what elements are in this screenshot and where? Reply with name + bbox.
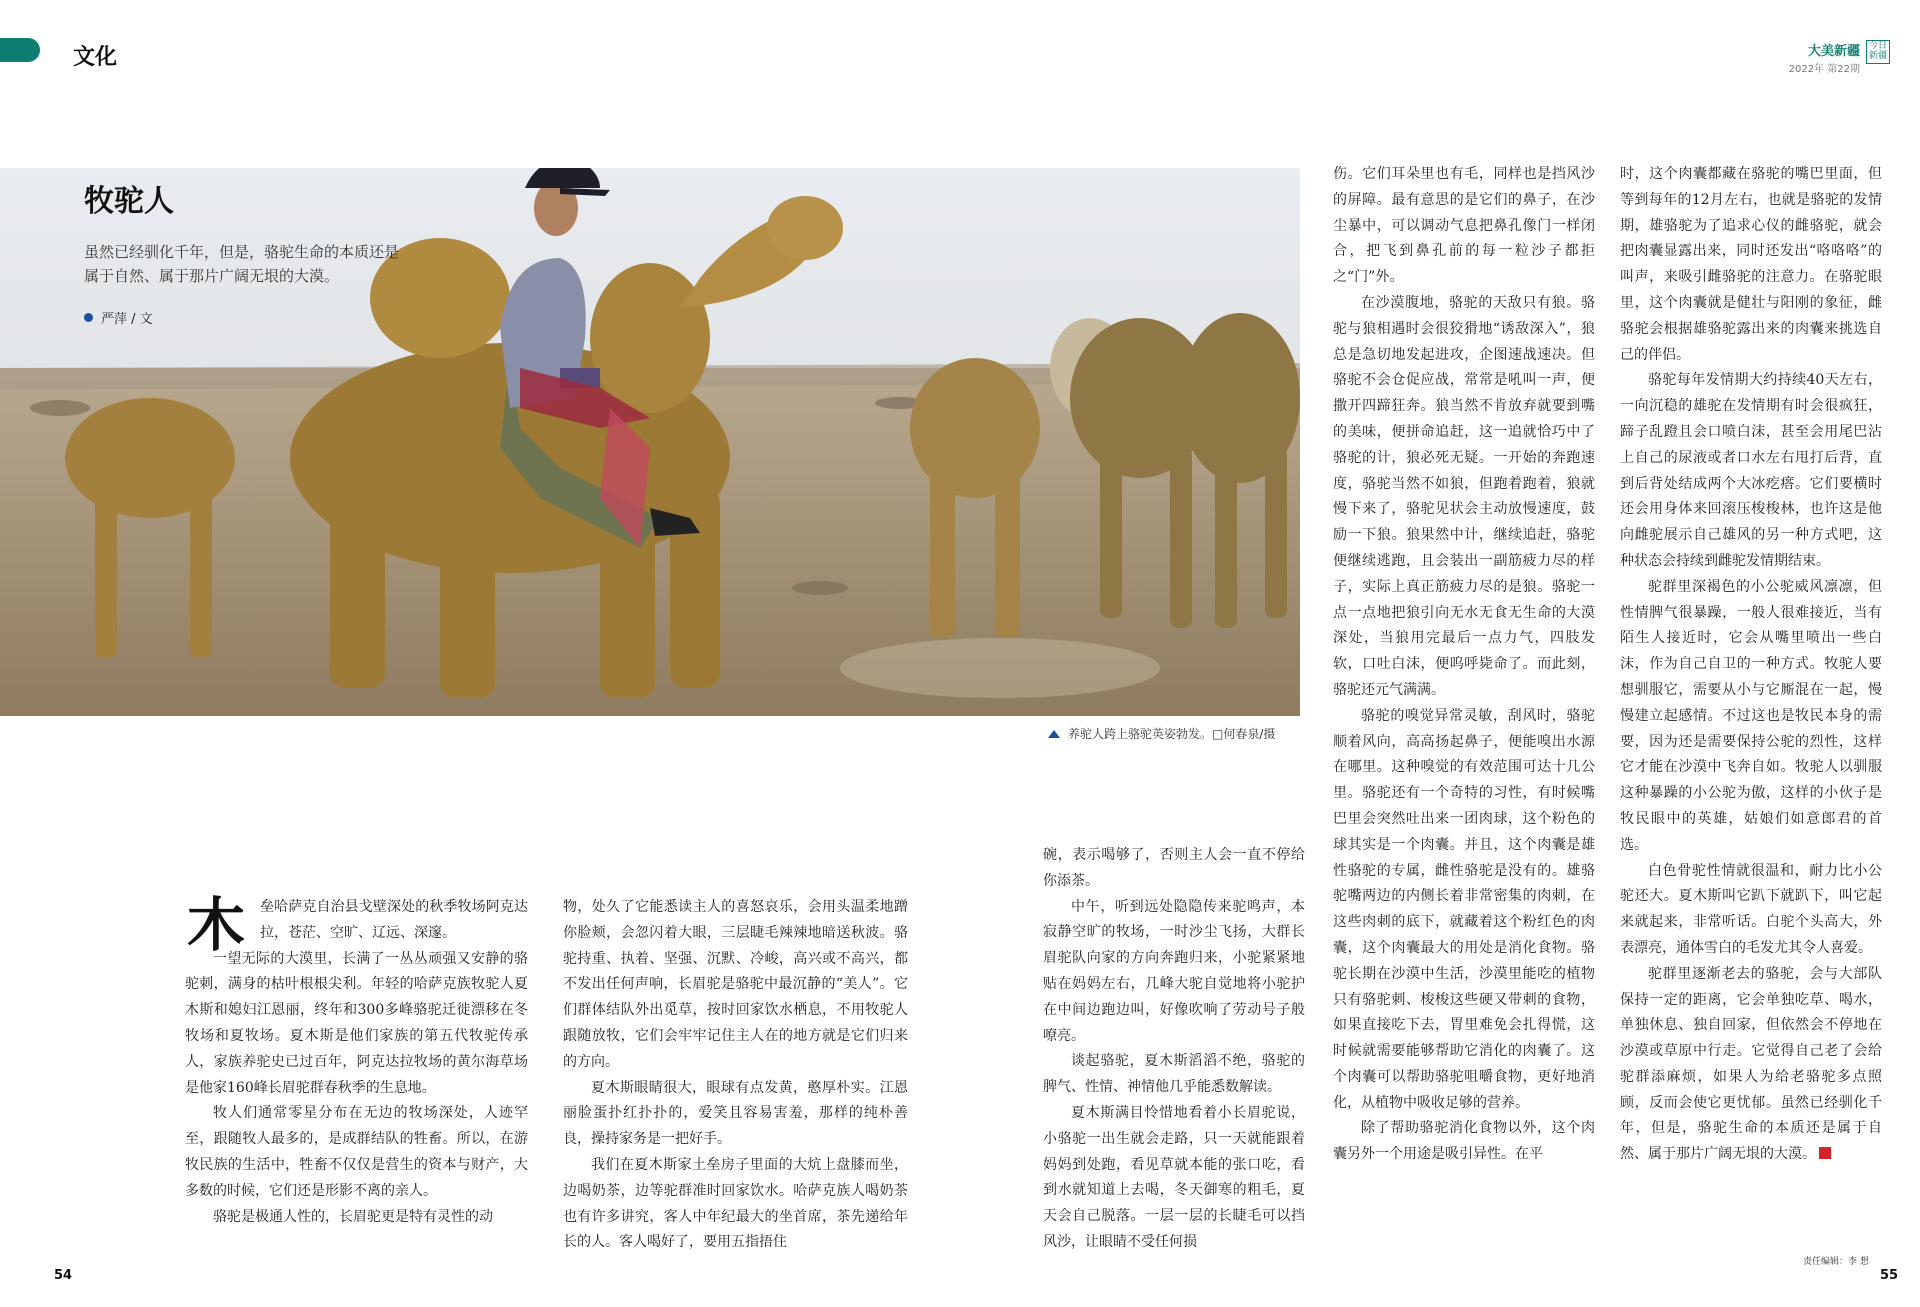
- paragraph: 驼群里深褐色的小公驼威风凛凛，但性情脾气很暴躁，一般人很难接近，当有陌生人接近时，它会从嘴里喷出一些白沫，作为自己自卫的一种方式。牧驼人要想驯服它，需要从小与它厮混在一起，慢慢建立起感情。不过这也是牧民本身的需要，因为还是需要保持公驼的烈性，这样它才能在沙漠中飞奔自如。牧驼人以驯服这种暴躁的小公驼为傲，这样的小伙子是牧民眼中的英雄，姑娘们如意郎君的首选。: [1620, 578, 1882, 853]
- paragraph: 谈起骆驼，夏木斯滔滔不绝，骆驼的脾气、性情、神情他几乎能悉数解读。: [1043, 1053, 1305, 1096]
- paragraph: 时，这个肉囊都藏在骆驼的嘴巴里面，但等到每年的12月左右，也就是骆驼的发情期，雄骆驼为了追求心仪的雌骆驼，就会把肉囊显露出来，同时还发出“咯咯咯”的叫声，来吸引雌骆驼的注意力。在骆驼眼里，这个肉囊就是健壮与阳刚的象征，雌骆驼会根据雄骆驼露出来的肉囊来挑选自己的伴侣。: [1620, 166, 1882, 363]
- photo-caption: [1048, 725, 1275, 742]
- byline: [84, 308, 153, 327]
- page-number-left: 54: [54, 1268, 73, 1283]
- paragraph: 物，处久了它能悉读主人的喜怒哀乐，会用头温柔地蹭你脸颊，会忽闪着大眼，三层睫毛辣辣地暗送秋波。骆驼持重、执着、坚强、沉默、冷峻，高兴或不高兴，都不发出任何声响，长眉驼是骆驼中最沉静的“美人”。它们群体结队外出觅草，按时回家饮水栖息，不用牧驼人跟随放牧，它们会牢牢记住主人在的地方就是它们归来的方向。: [563, 899, 908, 1070]
- text-column-4: [1333, 162, 1595, 1168]
- byline-author: 严萍 / 文: [101, 312, 153, 327]
- paragraph: 夏木斯满目怜惜地看着小长眉驼说，小骆驼一出生就会走路，只一天就能跟着妈妈到处跑，看见草就本能的张口吃，看到水就知道上去喝，冬天御寒的粗毛，夏天会自己脱落。一层一层的长睫毛可以挡风沙，让眼睛不受任何损: [1043, 1104, 1305, 1250]
- paragraph: 牧人们通常零星分布在无边的牧场深处，人迹罕至，跟随牧人最多的，是成群结队的牲畜。所以，在游牧民族的生活中，牲畜不仅仅是营生的资本与财产，大多数的时候，它们还是形影不离的亲人。: [185, 1105, 528, 1199]
- paragraph: 骆驼是极通人性的，长眉驼更是特有灵性的动: [213, 1208, 493, 1225]
- paragraph: 一望无际的大漠里，长满了一丛丛顽强又安静的骆驼刺，满身的枯叶根根尖利。年轻的哈萨克族牧驼人夏木斯和媳妇江恩丽，终年和300多峰骆驼迁徙漂移在冬牧场和夏牧场。夏木斯是他们家族的第五代牧驼传承人，家族养驼史已过百年，阿克达拉牧场的黄尔海草场是他家160峰长眉驼群春秋季的生息地。: [185, 950, 528, 1096]
- paragraph: 白色骨驼性情就很温和，耐力比小公驼还大。夏木斯叫它趴下就趴下，叫它起来就起来，非常听话。白驼个头高大，外表漂亮，通体雪白的毛发尤其令人喜爱。: [1620, 862, 1882, 956]
- paragraph: 除了帮助骆驼消化食物以外，这个肉囊另外一个用途是吸引异性。在平: [1333, 1120, 1595, 1163]
- paragraph: 垒哈萨克自治县戈壁深处的秋季牧场阿克达拉，苍茫、空旷、辽远、深邃。: [260, 899, 528, 941]
- paragraph: 在沙漠腹地，骆驼的天敌只有狼。骆驼与狼相遇时会很狡猾地“诱敌深入”，狼总是急切地发起进攻，企图速战速决。但骆驼不会仓促应战，常常是吼叫一声，便撒开四蹄狂奔。狼当然不肯放弃就要到嘴的美味，便拼命追赶，这一追就恰巧中了骆驼的计，狼必死无疑。一开始的奔跑速度，骆驼当然不如狼，但跑着跑着，狼就慢下来了，骆驼见状会主动放慢速度，鼓励一下狼。狼果然中计，继续追赶，骆驼便继续逃跑，且会装出一副筋疲力尽的样子，实际上真正筋疲力尽的是狼。骆驼一点一点地把狼引向无水无食无生命的大漠深处，当狼用完最后一点力气，四肢发软，口吐白沫，便呜呼毙命了。而此刻，骆驼还元气满满。: [1333, 294, 1595, 698]
- paragraph: 骆驼每年发情期大约持续40天左右，一向沉稳的雄驼在发情期有时会很疯狂，蹄子乱蹬且会口喷白沫，甚至会用尾巴沾上自己的尿液或者口水左右甩打后背，直到后背处结成两个大冰疙瘩。它们要横时还会用身体来回滚压梭梭林，也许这是他向雌驼展示自己雄风的另一种方式吧，这种状态会持续到雌驼发情期结束。: [1620, 372, 1882, 569]
- paragraph-last: [1620, 962, 1882, 1168]
- paragraph: 中午，听到远处隐隐传来驼鸣声，本寂静空旷的牧场，一时沙尘飞扬，大群长眉驼队向家的方向奔跑归来，小驼紧紧地贴在妈妈左右，几峰大驼自觉地将小驼护在中间边跑边叫，好像吹响了劳动号子般嘹亮。: [1043, 898, 1305, 1044]
- responsible-editor: 责任编辑：李 想: [1803, 1257, 1869, 1267]
- paragraph: 夏木斯眼睛很大，眼球有点发黄，憨厚朴实。江恩丽脸蛋扑红扑扑的，爱笑且容易害羞，那样的纯朴善良，操持家务是一把好手。: [563, 1079, 908, 1148]
- drop-cap: 木: [187, 891, 246, 959]
- paragraph-last-text: 驼群里逐渐老去的骆驼，会与大部队保持一定的距离，它会单独吃草、喝水，单独休息、独自回家，但依然会不停地在沙漠或草原中行走。它觉得自己老了会给驼群添麻烦，如果人为给老骆驼多点照顾，反而会使它更忧郁。虽然已经驯化千年，但是，骆驼生命的本质还是属于自然、属于那片广阔无垠的大漠。: [1620, 965, 1882, 1163]
- article-intro: 虽然已经驯化千年，但是，骆驼生命的本质还是属于自然、属于那片广阔无垠的大漠。: [84, 243, 400, 285]
- paragraph: 我们在夏木斯家土垒房子里面的大炕上盘膝而坐，边喝奶茶，边等驼群准时回家饮水。哈萨克族人喝奶茶也有许多讲究，客人中年纪最大的坐首席，茶先递给年长的人。客人喝好了，要用五指捂住: [563, 1156, 908, 1251]
- section-tab-marker: [0, 38, 40, 62]
- byline-dot-icon: [84, 313, 93, 322]
- article-title: 牧驼人: [84, 184, 174, 219]
- paragraph: 碗，表示喝够了，否则主人会一直不停给你添茶。: [1043, 847, 1305, 889]
- photo-caption-text: 养驼人跨上骆驼英姿勃发。□何春泉/摄: [1068, 727, 1276, 741]
- magazine-name: 大美新疆: [1807, 44, 1860, 59]
- magazine-header: [1789, 40, 1890, 75]
- page-number-right: 55: [1880, 1268, 1899, 1283]
- caption-triangle-icon: [1048, 730, 1060, 738]
- paragraph: 骆驼的嗅觉异常灵敏，刮风时，骆驼顺着风向，高高扬起鼻子，便能嗅出水源在哪里。这种嗅觉的有效范围可达十几公里。骆驼还有一个奇特的习性，有时候嘴巴里会突然吐出来一团肉球，这个粉色的球其实是一个肉囊。并且，这个肉囊是雄性骆驼的专属，雌性骆驼是没有的。雄骆驼嘴两边的内侧长着非常密集的肉刺，在这些肉刺的底下，就藏着这个粉红色的肉囊，这个肉囊最大的用处是消化食物。骆驼长期在沙漠中生活，沙漠里能吃的植物只有骆驼刺、梭梭这些硬又带刺的食物，如果直接吃下去，胃里难免会扎得慌，这时候就需要能够帮助它消化的肉囊了。这个肉囊可以帮助骆驼咀嚼食物，更好地消化，从植物中吸收足够的营养。: [1333, 707, 1595, 1111]
- text-column-5: [1620, 162, 1882, 1168]
- text-column-3: [1043, 843, 1305, 1256]
- magazine-issue: 2022年 第22期: [1788, 64, 1860, 75]
- paragraph: 伤。它们耳朵里也有毛，同样也是挡风沙的屏障。最有意思的是它们的鼻子，在沙尘暴中，可以调动气息把鼻孔像门一样闭合，把飞到鼻孔前的每一粒沙子都拒之“门”外。: [1333, 166, 1595, 286]
- text-column-2: [563, 895, 908, 1256]
- section-label: 文化: [73, 45, 118, 70]
- text-column-1: [185, 891, 528, 1230]
- magazine-badge: 今日新疆: [1866, 40, 1890, 64]
- end-mark-icon: [1819, 1147, 1831, 1159]
